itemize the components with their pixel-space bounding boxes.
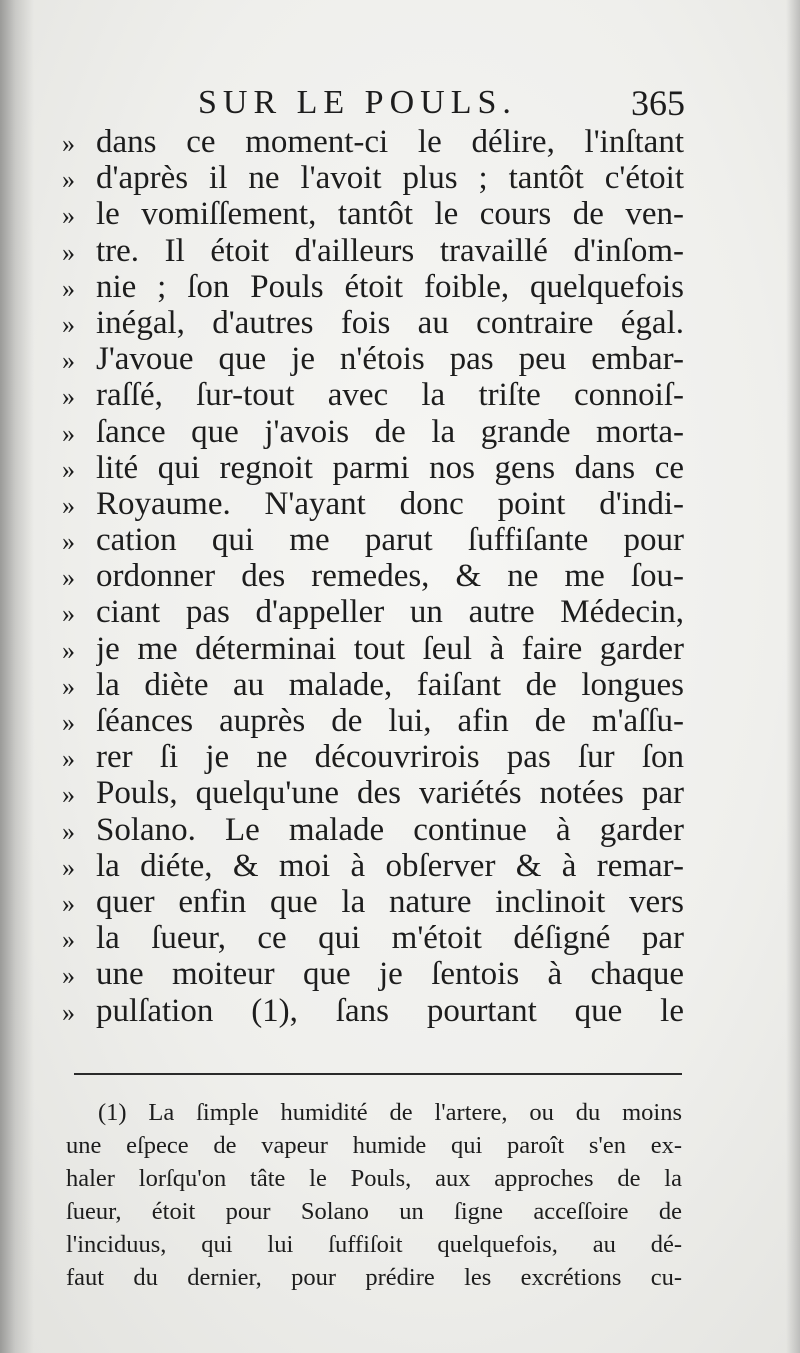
quotation-mark: » bbox=[62, 635, 75, 665]
main-text bbox=[62, 124, 684, 1029]
text-line bbox=[62, 739, 684, 775]
quotation-mark: » bbox=[62, 454, 75, 484]
text-line bbox=[62, 486, 684, 522]
line-text: la diéte, & moi à obſerver & à remar- bbox=[96, 847, 684, 884]
line-text: une moiteur que je ſentois à chaque bbox=[96, 956, 684, 993]
line-text: le vomiſſement, tantôt le cours de ven- bbox=[96, 196, 684, 233]
quotation-mark: » bbox=[62, 708, 75, 737]
line-text: Pouls, quelqu'une des variétés notées par bbox=[96, 775, 684, 812]
text-line bbox=[62, 124, 684, 160]
quotation-mark: » bbox=[62, 201, 75, 231]
line-text: Solano. Le malade continue à garder bbox=[96, 811, 684, 848]
text-line bbox=[62, 341, 684, 377]
quotation-mark: » bbox=[62, 309, 75, 339]
quotation-mark: » bbox=[62, 129, 75, 158]
footnote-line: (1) La ſimple humidité de l'artere, ou du moins bbox=[98, 1099, 682, 1126]
footnote-rule bbox=[74, 1073, 682, 1075]
quotation-mark: » bbox=[62, 527, 75, 557]
quotation-mark: » bbox=[62, 418, 75, 448]
text-line bbox=[62, 848, 684, 884]
footnote-line: haler lorſqu'on tâte le Pouls, aux approches de la bbox=[66, 1165, 682, 1192]
text-line bbox=[62, 450, 684, 486]
line-text: ordonner des remedes, & ne me ſou- bbox=[96, 558, 684, 595]
text-line bbox=[62, 305, 684, 341]
page-edge bbox=[786, 0, 800, 1353]
line-text: nie ; ſon Pouls étoit foible, quelquefois bbox=[96, 268, 684, 305]
quotation-mark: » bbox=[62, 816, 75, 846]
quotation-mark: » bbox=[62, 925, 75, 955]
line-text: inégal, d'autres fois au contraire égal. bbox=[96, 304, 684, 341]
text-line bbox=[62, 993, 684, 1029]
text-line bbox=[62, 775, 684, 811]
line-text: lité qui regnoit parmi nos gens dans ce bbox=[96, 449, 684, 486]
quotation-mark: » bbox=[62, 780, 75, 810]
text-line bbox=[62, 956, 684, 992]
text-line bbox=[62, 667, 684, 703]
footnote bbox=[66, 1096, 682, 1294]
line-text: ſéances auprès de lui, afin de m'aſſu- bbox=[96, 703, 684, 739]
line-text: Royaume. N'ayant donc point d'indi- bbox=[96, 485, 684, 522]
binding-shadow bbox=[0, 0, 34, 1353]
footnote-line: l'inciduus, qui lui ſuffiſoit quelquefois, au dé- bbox=[66, 1231, 682, 1258]
text-line bbox=[62, 812, 684, 848]
text-line bbox=[62, 631, 684, 667]
line-text: d'après il ne l'avoit plus ; tantôt c'étoit bbox=[96, 160, 684, 197]
text-line bbox=[62, 920, 684, 956]
text-line bbox=[62, 233, 684, 269]
text-line bbox=[62, 196, 684, 232]
text-line bbox=[62, 269, 684, 305]
line-text: cation qui me parut ſuffiſante pour bbox=[96, 522, 684, 559]
text-line bbox=[62, 160, 684, 196]
line-text: la diète au malade, faiſant de longues bbox=[96, 666, 684, 703]
quotation-mark: » bbox=[62, 671, 75, 701]
footnote-line: une eſpece de vapeur humide qui paroît s'en ex- bbox=[66, 1132, 682, 1159]
line-text: dans ce moment-ci le délire, l'inſtant bbox=[96, 124, 684, 160]
quotation-mark: » bbox=[62, 599, 75, 629]
text-line bbox=[62, 558, 684, 594]
line-text: raſſé, ſur-tout avec la triſte connoiſ- bbox=[96, 377, 684, 414]
line-text: la ſueur, ce qui m'étoit déſigné par bbox=[96, 920, 684, 957]
quotation-mark: » bbox=[62, 382, 75, 412]
line-text: ſance que j'avois de la grande morta- bbox=[96, 413, 684, 450]
text-line bbox=[62, 414, 684, 450]
quotation-mark: » bbox=[62, 346, 75, 376]
running-head bbox=[60, 78, 685, 124]
quotation-mark: » bbox=[62, 997, 75, 1027]
text-line bbox=[62, 377, 684, 413]
quotation-mark: » bbox=[62, 888, 75, 918]
line-text: rer ſi je ne découvrirois pas ſur ſon bbox=[96, 739, 684, 776]
quotation-mark: » bbox=[62, 563, 75, 593]
quotation-mark: » bbox=[62, 490, 75, 520]
running-title: SUR LE POULS. bbox=[198, 84, 517, 121]
quotation-mark: » bbox=[62, 961, 75, 991]
page-number: 365 bbox=[631, 83, 685, 123]
quotation-mark: » bbox=[62, 744, 75, 774]
quotation-mark: » bbox=[62, 165, 75, 195]
line-text: ciant pas d'appeller un autre Médecin, bbox=[96, 594, 684, 631]
text-line bbox=[62, 522, 684, 558]
quotation-mark: » bbox=[62, 273, 75, 303]
footnote-line: faut du dernier, pour prédire les excrétions cu- bbox=[66, 1264, 682, 1291]
text-line bbox=[62, 884, 684, 920]
quotation-mark: » bbox=[62, 852, 75, 882]
line-text: quer enfin que la nature inclinoit vers bbox=[96, 883, 684, 920]
text-line bbox=[62, 594, 684, 630]
line-text: tre. Il étoit d'ailleurs travaillé d'inſom- bbox=[96, 232, 684, 269]
footnote-line: ſueur, étoit pour Solano un ſigne acceſſoire de bbox=[66, 1198, 682, 1225]
line-text: pulſation (1), ſans pourtant que le bbox=[96, 992, 684, 1029]
quotation-mark: » bbox=[62, 237, 75, 267]
line-text: je me déterminai tout ſeul à faire garder bbox=[96, 630, 684, 667]
line-text: J'avoue que je n'étois pas peu embar- bbox=[96, 341, 684, 378]
text-line bbox=[62, 703, 684, 739]
